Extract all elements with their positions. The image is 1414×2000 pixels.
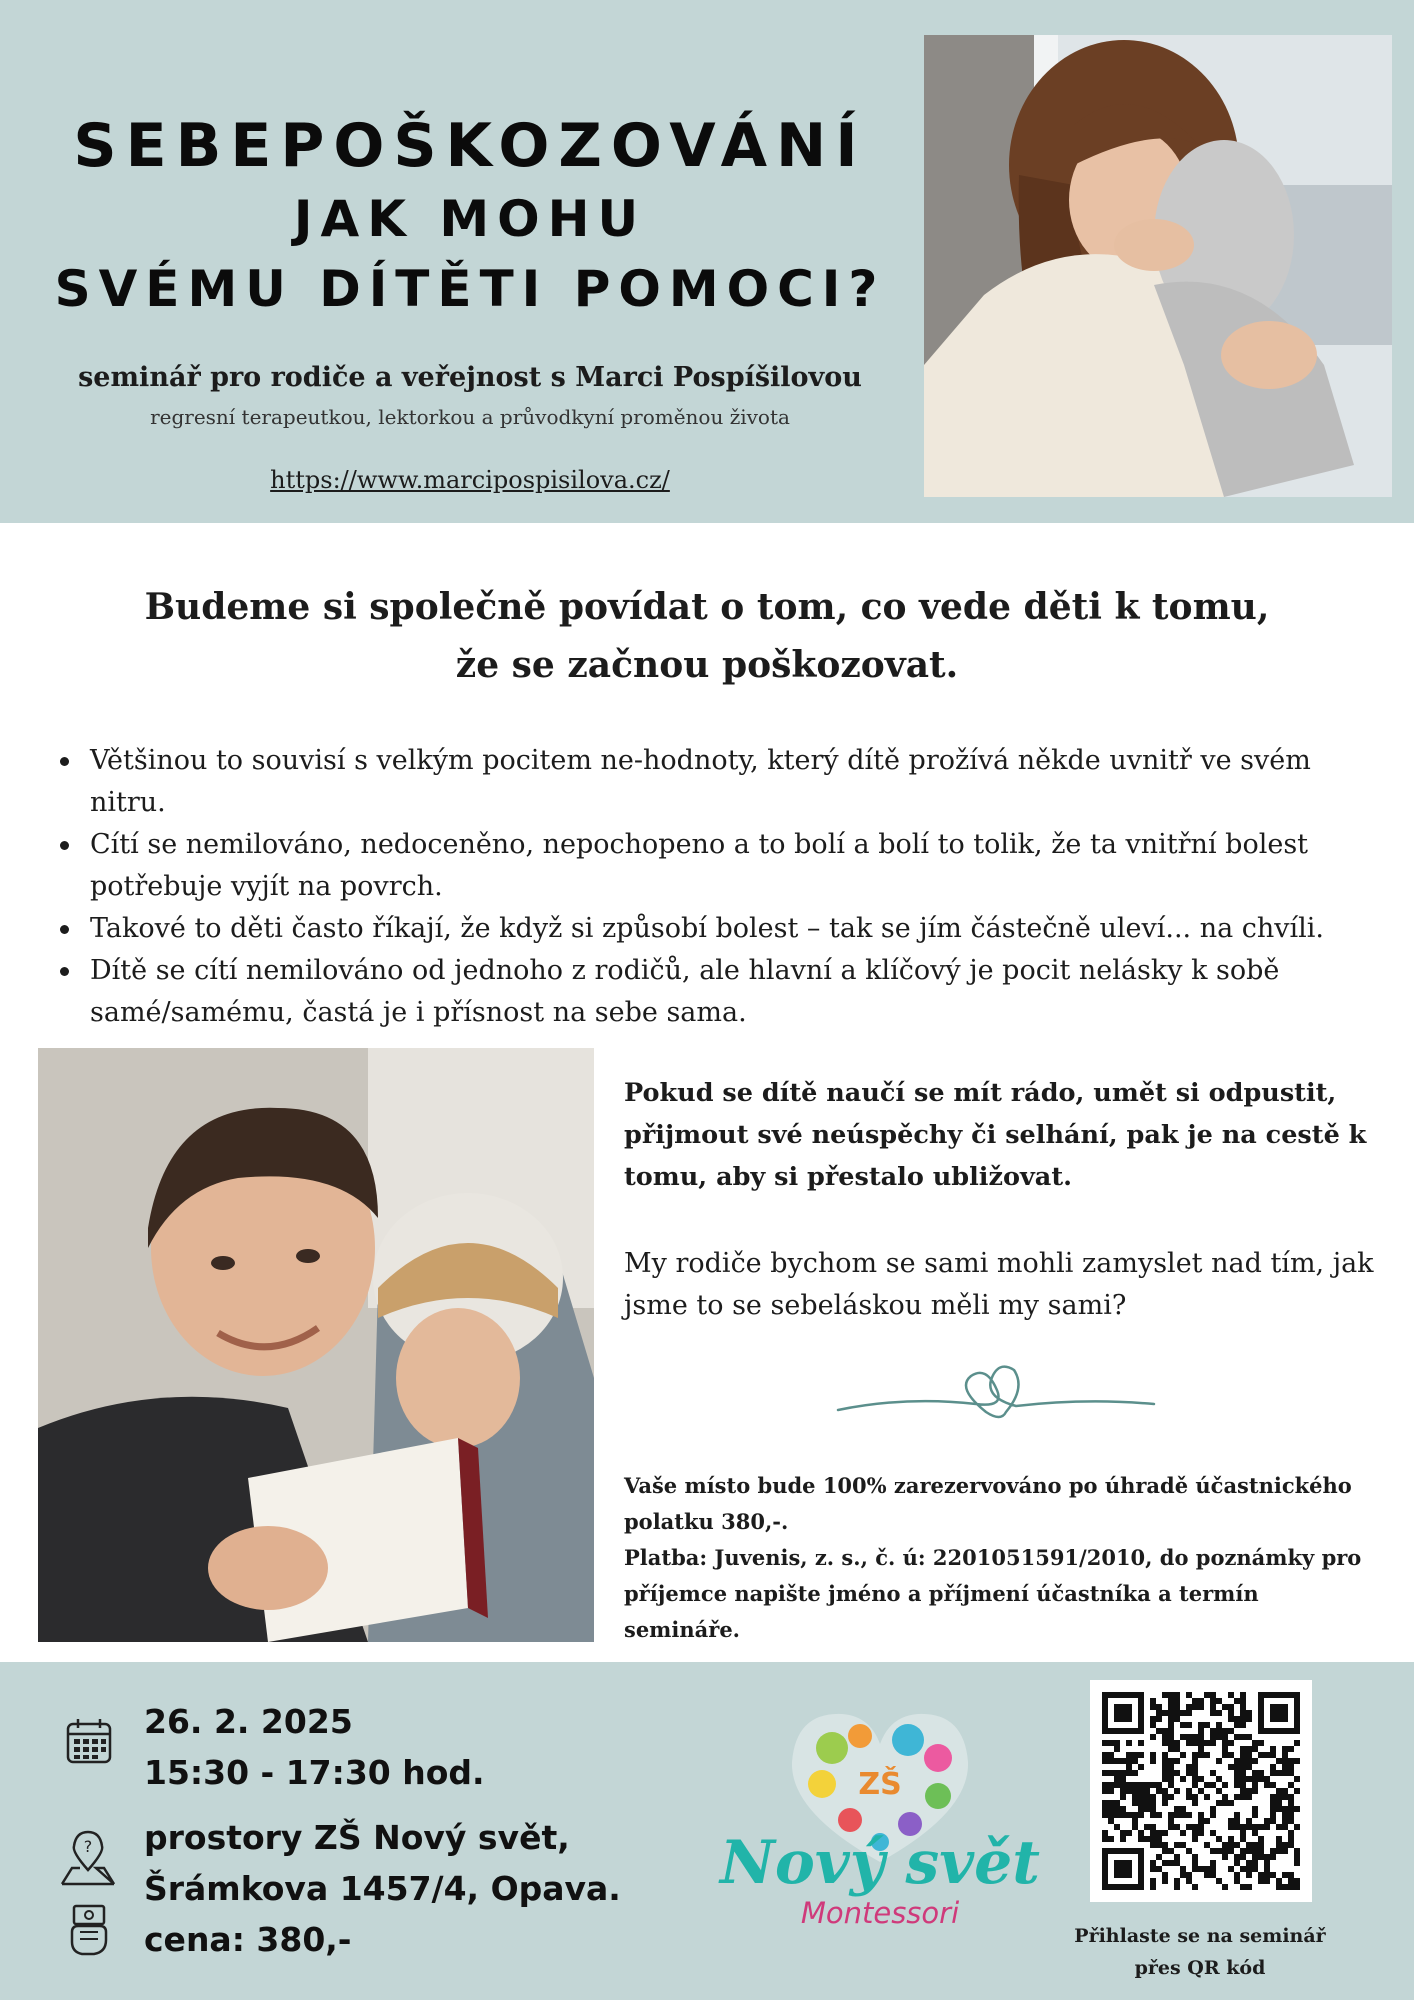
logo-title: Nový svět bbox=[720, 1828, 1041, 1898]
event-date: 26. 2. 2025 bbox=[144, 1702, 353, 1741]
key-message: Pokud se dítě naučí se mít rádo, umět si odpustit, přijmout své neúspěchy či selhání, pak je na cestě k tomu, aby si přestalo ubližovat. bbox=[624, 1078, 1367, 1192]
list-item: Většinou to souvisí s velkým pocitem ne-hodnoty, který dítě prožívá někde uvnitř ve svém nitru. bbox=[60, 740, 1380, 824]
intro-line-2: že se začnou poškozovat. bbox=[455, 644, 959, 686]
title-line-3: SVÉMU DÍTĚTI POMOCI? bbox=[54, 260, 886, 318]
heart-divider-icon bbox=[836, 1358, 1156, 1428]
sad-girl-photo bbox=[924, 35, 1392, 497]
logo-subtitle: Montessori bbox=[800, 1896, 960, 1930]
bullet-list bbox=[60, 740, 1380, 1034]
title-line-2: JAK MOHU bbox=[293, 190, 647, 248]
money-hand-icon bbox=[64, 1902, 114, 1960]
qr-caption-line-1: Přihlaste se na seminář bbox=[1074, 1925, 1326, 1947]
website-link[interactable]: https://www.marcipospisilova.cz/ bbox=[270, 466, 670, 494]
title-line-1: SEBEPOŠKOZOVÁNÍ bbox=[73, 111, 867, 181]
qr-caption-line-2: přes QR kód bbox=[1134, 1957, 1266, 1979]
list-item: Dítě se cítí nemilováno od jednoho z rodičů, ale hlavní a klíčový je pocit nelásky k sobě samé/samému, častá je i přísnost na sebe sama. bbox=[60, 950, 1380, 1034]
place-line-2: Šrámkova 1457/4, Opava. bbox=[144, 1869, 621, 1908]
intro-heading bbox=[60, 578, 1354, 694]
event-time: 15:30 - 17:30 hod. bbox=[144, 1753, 485, 1792]
map-pin-icon bbox=[58, 1828, 118, 1888]
event-place bbox=[144, 1812, 621, 1965]
seminar-subheading: regresní terapeutkou, lektorkou a průvodkyní proměnou života bbox=[150, 405, 790, 429]
list-item: Cítí se nemilováno, nedoceněno, nepochopeno a to bolí a bolí to tolik, že ta vnitřní bolest potřebuje vyjít na povrch. bbox=[60, 824, 1380, 908]
calendar-icon bbox=[64, 1716, 114, 1766]
qr-code[interactable] bbox=[1090, 1680, 1312, 1902]
student-photo bbox=[38, 1048, 594, 1642]
svg-text:?: ? bbox=[83, 1837, 93, 1856]
intro-line-1: Budeme si společně povídat o tom, co vede děti k tomu, bbox=[144, 586, 1270, 628]
logo-badge: ZŠ bbox=[858, 1767, 902, 1802]
page-title bbox=[30, 108, 910, 324]
event-datetime bbox=[144, 1696, 485, 1798]
payment-info bbox=[624, 1468, 1380, 1648]
payment-line-1: Vaše místo bude 100% zarezervováno po úhradě účastnického polatku 380,-. bbox=[624, 1473, 1352, 1534]
event-price: cena: 380,- bbox=[144, 1920, 352, 1959]
reflection-paragraph: My rodiče bychom se sami mohli zamyslet nad tím, jak jsme to se sebeláskou měli my sami? bbox=[624, 1248, 1374, 1321]
list-item: Takové to děti často říkají, že když si způsobí bolest – tak se jím částečně uleví... na chvíli. bbox=[60, 908, 1380, 950]
seminar-heading: seminář pro rodiče a veřejnost s Marci Pospíšilovou bbox=[78, 362, 862, 393]
place-line-1: prostory ZŠ Nový svět, bbox=[144, 1818, 570, 1857]
payment-line-2: Platba: Juvenis, z. s., č. ú: 2201051591/2010, do poznámky pro příjemce napište jméno a příjmení účastníka a termín semináře. bbox=[624, 1545, 1362, 1642]
qr-caption bbox=[1040, 1920, 1360, 1984]
